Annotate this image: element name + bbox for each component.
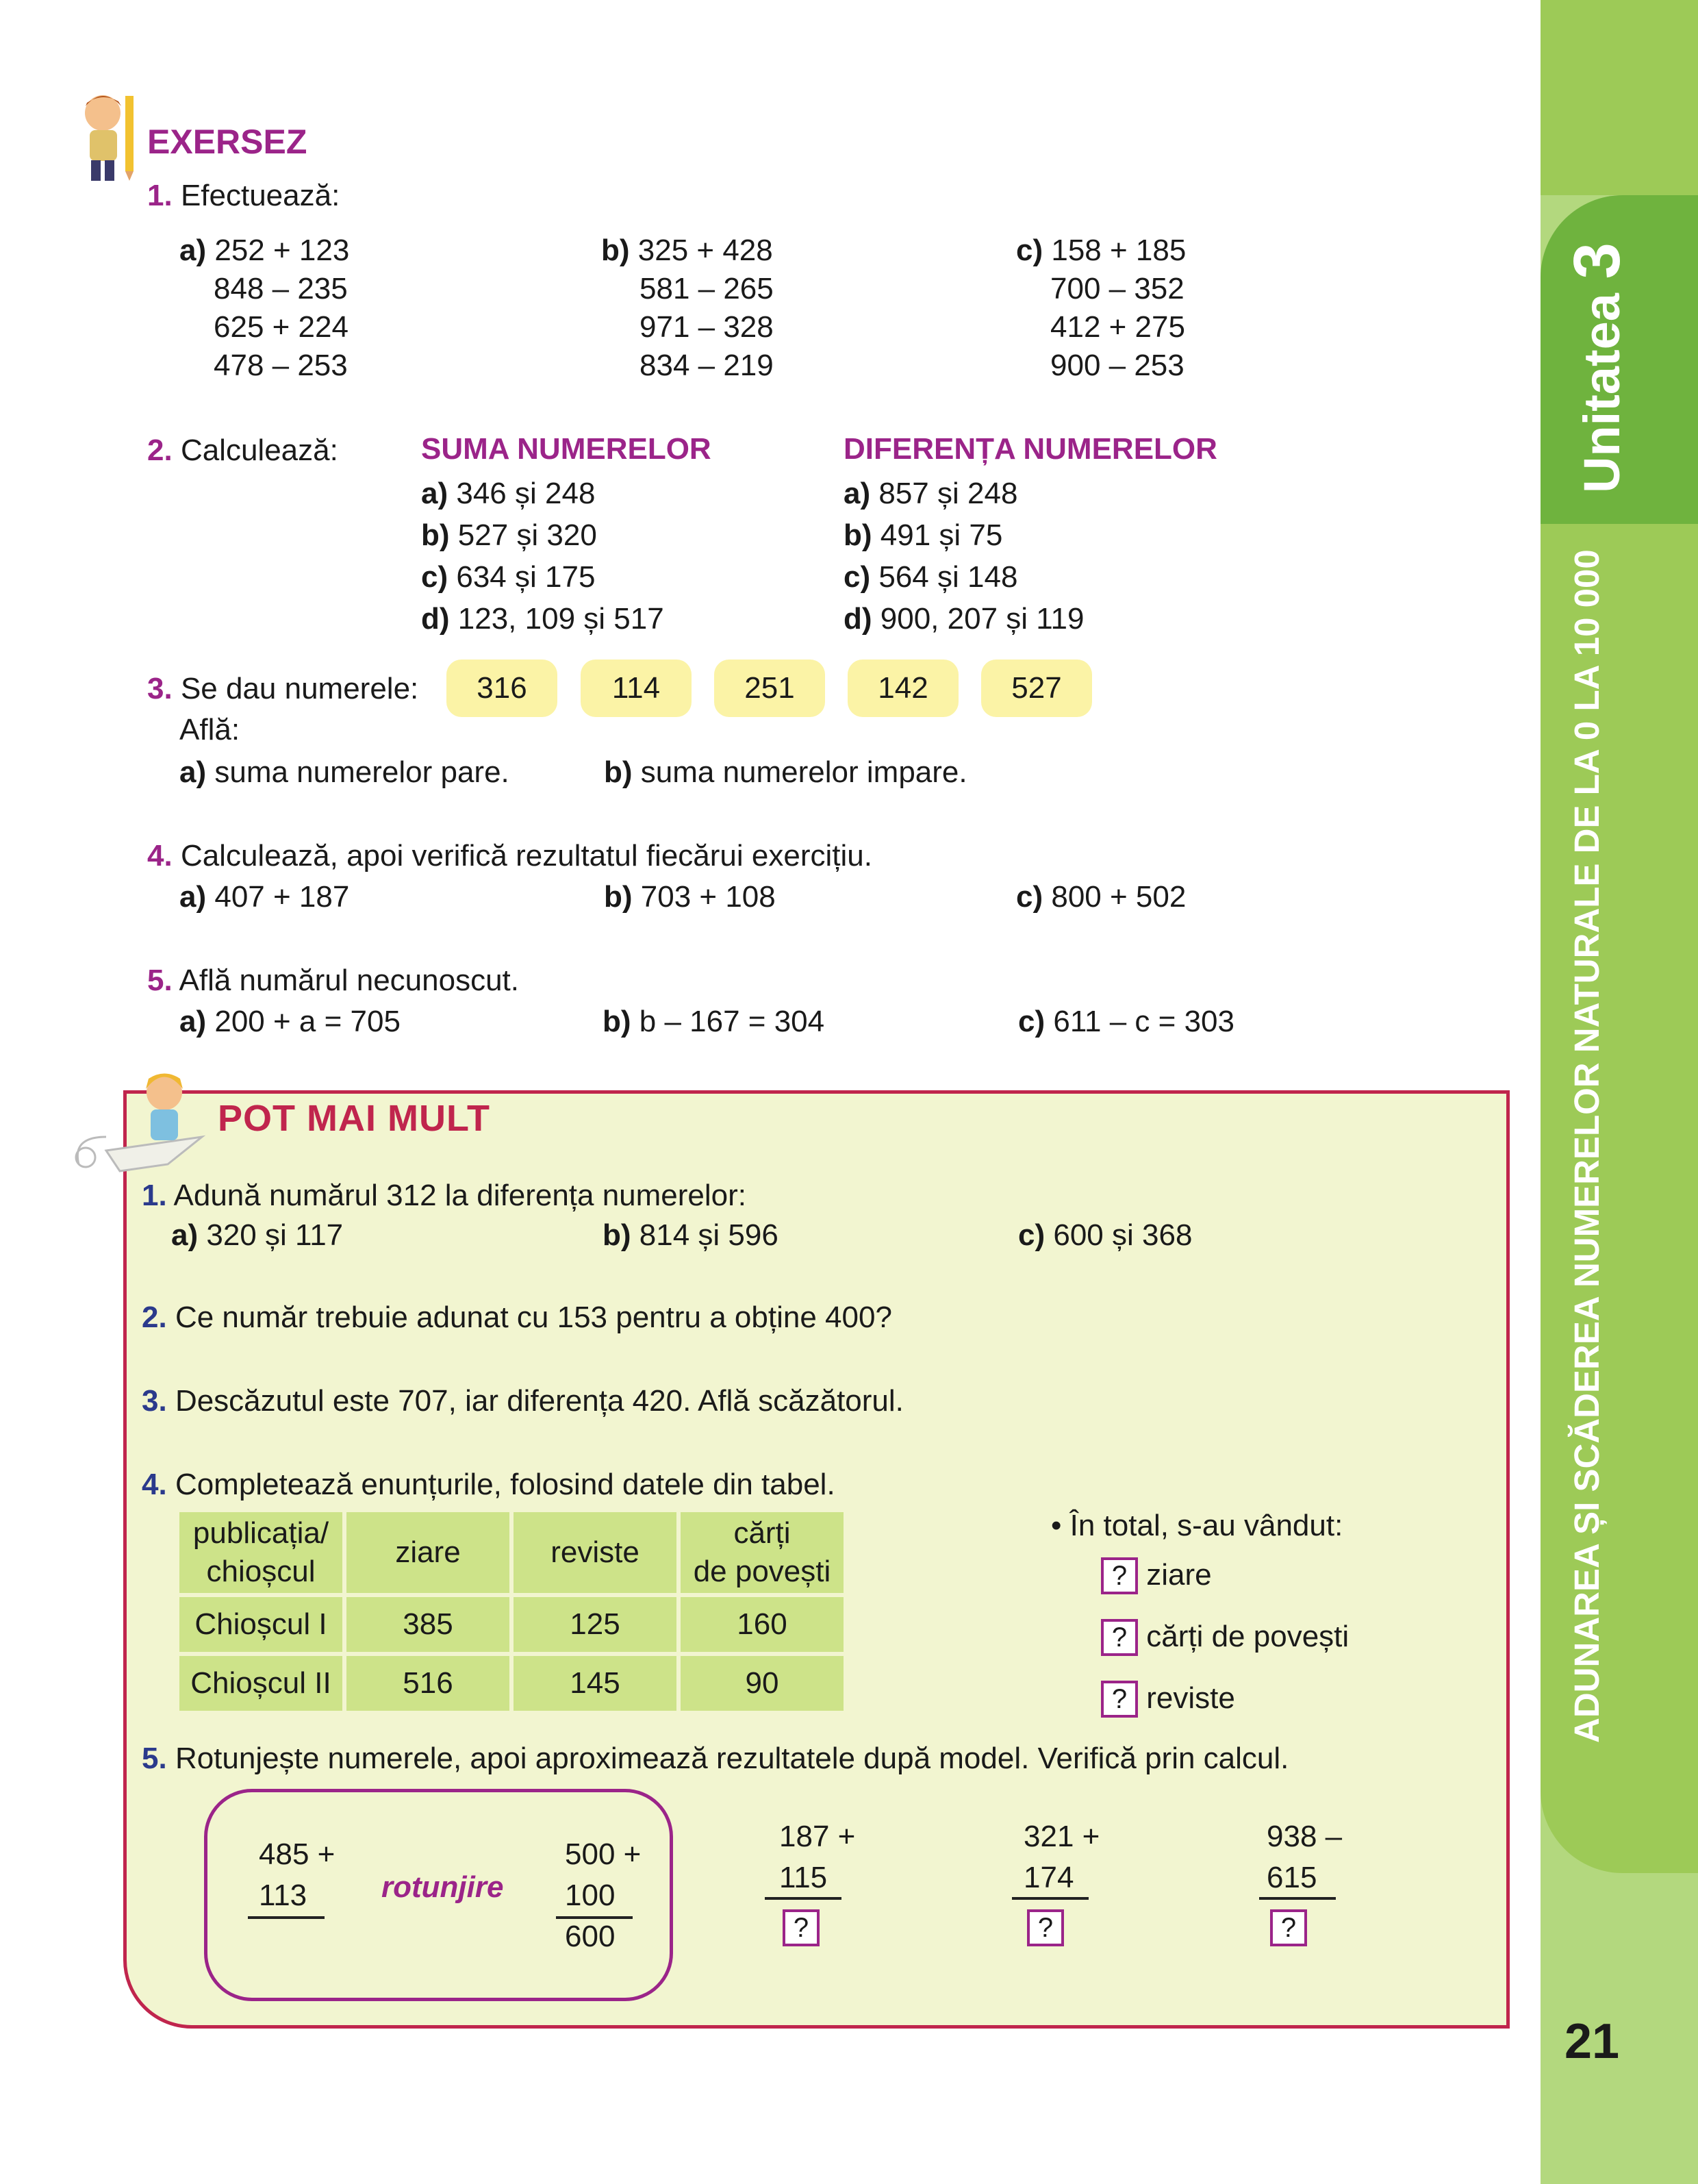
table-row [179,1597,844,1652]
table-cell: 385 [346,1597,509,1652]
pmm-ex4-instruction: 4. Completează enunțurile, folosind datele din tabel. [142,1468,835,1501]
table-header-cell: ziare [346,1512,509,1593]
pmm-ex1-b: b) 814 și 596 [603,1218,778,1252]
ex1-col-b: b) 325 + 428 581 – 265 971 – 328 834 – 219 [601,234,774,382]
number-chip: 142 [848,660,959,717]
boy-pencil-icon [65,89,147,185]
answer-item: ? cărți de povești [1101,1618,1349,1656]
pmm-ex3: 3. Descăzutul este 707, iar diferența 420. Află scăzătorul. [142,1384,904,1418]
pmm-ex1-a: a) 320 și 117 [171,1218,344,1252]
model-right-top: 500 + [565,1837,642,1871]
table-header-cell: publicația/ chioșcul [179,1512,342,1593]
table-cell: 125 [514,1597,676,1652]
table-cell: Chioșcul II [179,1656,342,1711]
ex3-a: a) suma numerelor pare. [179,755,509,789]
answer-box[interactable]: ? [783,1909,820,1946]
unit-label: Unitatea 3 [1560,242,1634,493]
ex5-c: c) 611 – c = 303 [1018,1005,1234,1038]
table-cell: 90 [681,1656,844,1711]
rounding-label: rotunjire [381,1870,504,1904]
number-chip: 316 [446,660,557,717]
table-header-cell: cărți de povești [681,1512,844,1593]
table-cell: 516 [346,1656,509,1711]
unit-number: 3 [1560,242,1634,279]
task-bottom: 174 [1024,1861,1074,1894]
ex1-col-a: a) 252 + 123 848 – 235 625 + 224 478 – 253 [179,234,350,382]
task-top: 187 + [779,1820,856,1853]
sum-list: a) 346 și 248 b) 527 și 320 c) 634 și 175 d) 123, 109 și 517 [421,477,664,636]
page-number: 21 [1564,2014,1620,2069]
task-line [765,1897,841,1900]
side-strip-top [1541,0,1698,195]
ex5-b: b) b – 167 = 304 [603,1005,825,1038]
ex3-instruction: 3. Se dau numerele: [147,672,419,705]
pmm-ex5-instruction: 5. Rotunjește numerele, apoi aproximează rezultatele după model. Verifică prin calcul. [142,1742,1289,1775]
diff-title: DIFERENȚA NUMERELOR [844,432,1217,466]
ex4-b: b) 703 + 108 [604,880,776,914]
diff-list: a) 857 și 248 b) 491 și 75 c) 564 și 148 d) 900, 207 și 119 [844,477,1085,636]
chapter-band [1541,524,1698,1873]
number-chip: 527 [981,660,1092,717]
ex3-afla: Află: [179,713,240,746]
answer-item: ? ziare [1101,1556,1212,1594]
table-header-row [179,1512,844,1593]
exersez-heading: EXERSEZ [147,123,307,161]
sum-title: SUMA NUMERELOR [421,432,711,466]
ex2-instruction: 2. Calculează: [147,434,338,467]
girl-paper-plane-icon [65,1055,223,1192]
task-bottom: 615 [1267,1861,1317,1894]
model-right-result: 600 [565,1920,616,1953]
task-top: 938 – [1267,1820,1343,1853]
pmm-ex1-c: c) 600 și 368 [1018,1218,1193,1252]
pmm-ex1-instruction: 1. Adună numărul 312 la diferența numerelor: [142,1179,747,1212]
ex1-instruction: 1. Efectuează: [147,179,340,212]
task-bottom: 115 [779,1861,828,1894]
model-left-line [248,1916,325,1919]
ex5-instruction: 5. Află numărul necunoscut. [147,964,520,997]
table-row [179,1656,844,1711]
ex4-instruction: 4. Calculează, apoi verifică rezultatul fiecărui exercițiu. [147,839,872,873]
task-top: 321 + [1024,1820,1100,1853]
model-left-top: 485 + [259,1837,335,1871]
number-chip: 114 [581,660,692,717]
answer-item: ? reviste [1101,1679,1235,1718]
task-line [1012,1897,1089,1900]
answer-box[interactable]: ? [1101,1681,1138,1718]
answer-box[interactable]: ? [1101,1619,1138,1656]
table-cell: Chioșcul I [179,1597,342,1652]
number-chip: 251 [714,660,825,717]
total-sold-text: • În total, s-au vândut: [1051,1509,1343,1542]
ex4-c: c) 800 + 502 [1016,880,1187,914]
pot-mai-mult-heading: POT MAI MULT [218,1098,490,1139]
task-line [1259,1897,1336,1900]
answer-box[interactable]: ? [1270,1909,1307,1946]
ex3-b: b) suma numerelor impare. [604,755,967,789]
table-cell: 160 [681,1597,844,1652]
model-right-mid: 100 [565,1879,616,1912]
answer-box[interactable]: ? [1101,1557,1138,1594]
table-cell: 145 [514,1656,676,1711]
ex5-a: a) 200 + a = 705 [179,1005,401,1038]
table-header-cell: reviste [514,1512,676,1593]
sales-table [175,1508,848,1715]
chapter-title: ADUNAREA ȘI SCĂDEREA NUMERELOR NATURALE DE LA 0 LA 10 000 [1567,549,1606,1743]
ex1-col-c: c) 158 + 185 700 – 352 412 + 275 900 – 253 [1016,234,1187,382]
answer-box[interactable]: ? [1027,1909,1064,1946]
ex4-a: a) 407 + 187 [179,880,350,914]
pmm-ex2: 2. Ce număr trebuie adunat cu 153 pentru a obține 400? [142,1301,892,1334]
model-left-bottom: 113 [259,1879,307,1912]
